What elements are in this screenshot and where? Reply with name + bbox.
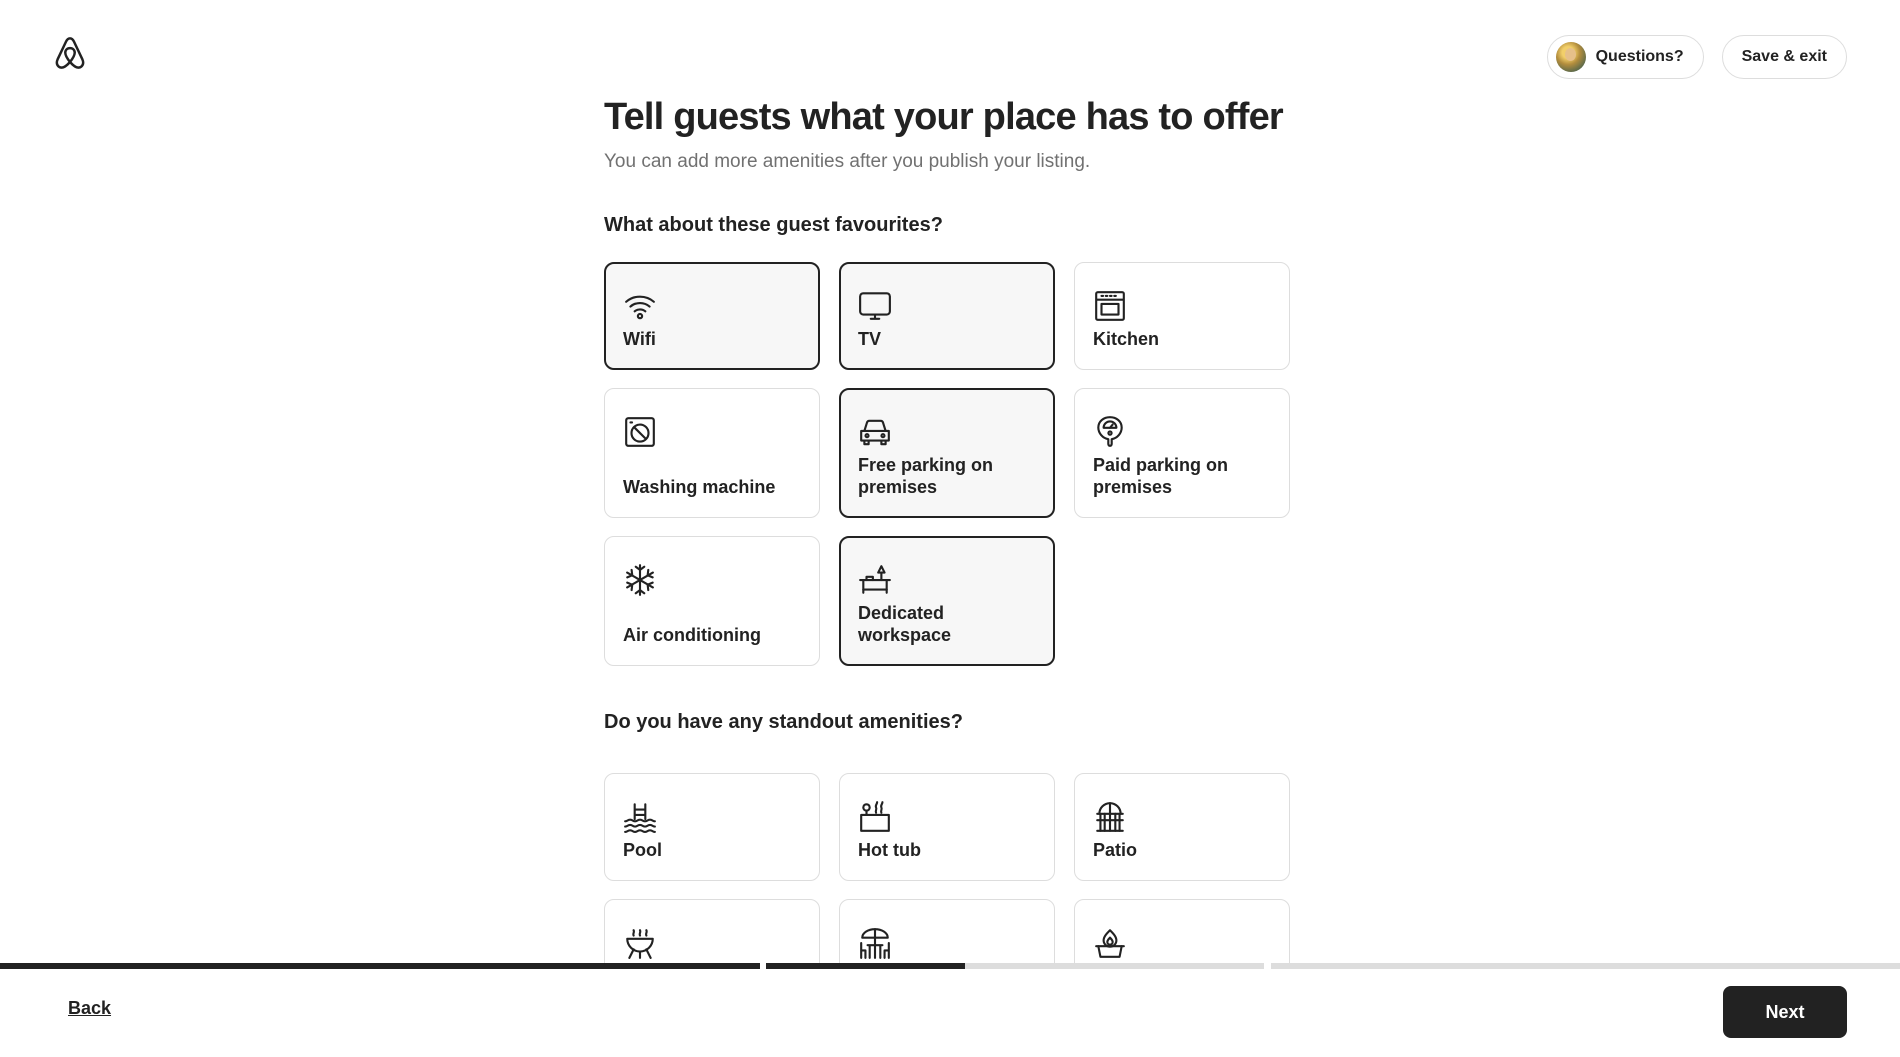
amenity-label: Free parking on premises (858, 455, 994, 497)
amenity-card-patio[interactable] (1074, 773, 1290, 881)
progress-fill (0, 963, 760, 969)
amenity-card-tv[interactable] (839, 262, 1055, 370)
section-title-standout-amenities: Do you have any standout amenities? (604, 711, 963, 733)
firepit-icon (1093, 926, 1127, 960)
kitchen-icon (1093, 289, 1127, 323)
progress-step-2 (766, 963, 1264, 969)
amenity-label: Pool (623, 840, 662, 860)
progress-fill (766, 963, 965, 969)
amenity-label: Dedicated workspace (858, 603, 952, 645)
amenity-label: Kitchen (1093, 329, 1160, 349)
questions-label: Questions? (1595, 48, 1684, 65)
save-exit-button[interactable]: Save & exit (1722, 35, 1847, 79)
progress-step-1 (0, 963, 760, 969)
pool-icon (623, 800, 657, 834)
snowflake-icon (623, 563, 657, 597)
next-button[interactable]: Next (1723, 986, 1847, 1038)
amenity-card-paid-parking[interactable] (1074, 388, 1290, 518)
car-icon (858, 415, 892, 449)
amenity-label: Wifi (623, 329, 656, 349)
amenity-grid-guest-favourites (604, 262, 1290, 666)
back-button[interactable]: Back (68, 998, 112, 1018)
main-content (604, 94, 1290, 1007)
section-title-guest-favourites: What about these guest favourites? (604, 214, 943, 236)
wifi-icon (623, 289, 657, 323)
amenity-label: Paid parking on premises (1093, 455, 1229, 497)
avatar (1556, 42, 1586, 72)
amenity-card-hot-tub[interactable] (839, 773, 1055, 881)
amenity-card-wifi[interactable] (604, 262, 820, 370)
amenity-card-kitchen[interactable] (1074, 262, 1290, 370)
amenity-card-free-parking[interactable] (839, 388, 1055, 518)
page-subtitle: You can add more amenities after you publish your listing. (604, 151, 1091, 172)
amenity-card-pool[interactable] (604, 773, 820, 881)
amenity-card-air-conditioning[interactable] (604, 536, 820, 666)
outdoor-dining-icon (858, 926, 892, 960)
amenity-card-washing-machine[interactable] (604, 388, 820, 518)
progress-step-3 (1271, 963, 1900, 969)
patio-icon (1093, 800, 1127, 834)
bbq-grill-icon (623, 926, 657, 960)
amenity-label: TV (858, 329, 882, 349)
footer-bar (0, 963, 1900, 1057)
amenity-label: Air conditioning (623, 625, 761, 645)
amenity-card-dedicated-workspace[interactable] (839, 536, 1055, 666)
amenity-label: Washing machine (623, 477, 776, 497)
page-title: Tell guests what your place has to offer (604, 96, 1283, 138)
hot-tub-icon (858, 800, 892, 834)
tv-icon (858, 289, 892, 323)
workspace-icon (858, 563, 892, 597)
amenity-label: Hot tub (858, 840, 921, 860)
washing-machine-icon (623, 415, 657, 449)
questions-button[interactable] (1547, 35, 1704, 79)
top-actions (1547, 35, 1847, 79)
paid-parking-icon (1093, 415, 1127, 449)
amenity-label: Patio (1093, 840, 1138, 860)
airbnb-logo-icon[interactable] (52, 34, 88, 72)
